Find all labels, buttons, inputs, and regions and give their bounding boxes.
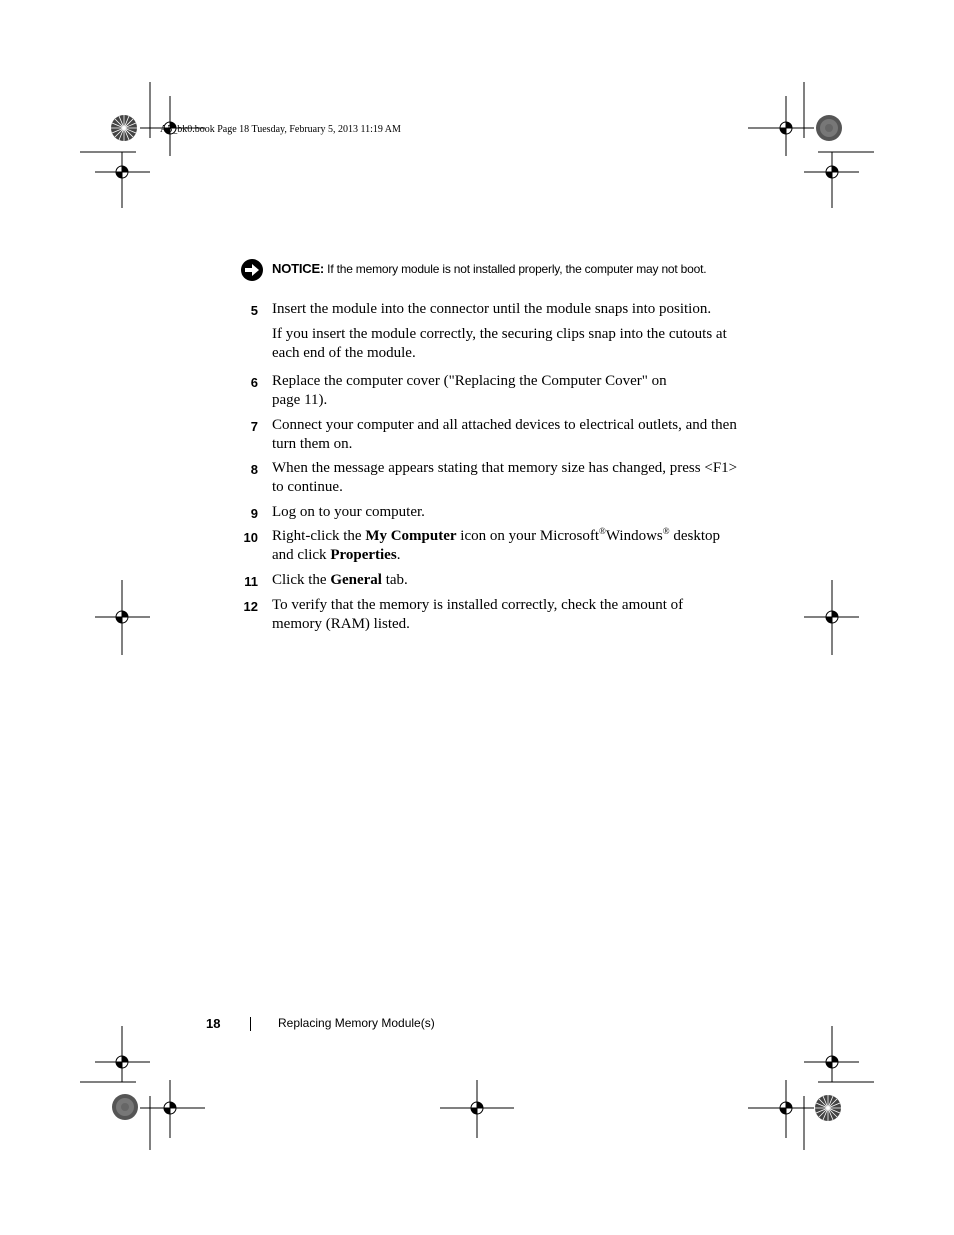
print-slug: A5_bk0.book Page 18 Tuesday, February 5, 2013 11:19 AM: [160, 124, 401, 135]
ui-label-properties: Properties: [330, 547, 397, 563]
step-5-note: If you insert the module correctly, the securing clips snap into the cutouts at each end of the module.: [272, 326, 727, 361]
step-text: Click the General tab.: [272, 572, 408, 588]
ui-label-general: General: [330, 572, 382, 588]
footer-section-title: Replacing Memory Module(s): [278, 1016, 435, 1030]
ui-label-my-computer: My Computer: [365, 528, 457, 544]
step-number: 10: [243, 530, 258, 545]
step-text: Replace the computer cover ("Replacing the Computer Cover" on page 11).: [272, 373, 667, 408]
step-text: Right-click the My Computer icon on your Microsoft®Windows® desktop and click Properties.: [272, 526, 721, 563]
notice-text: [272, 260, 722, 278]
page-number: 18: [206, 1016, 221, 1031]
step-number: 8: [250, 462, 258, 477]
notice-label: NOTICE:: [272, 261, 325, 276]
step-text: When the message appears stating that memory size has changed, press <F1> to continue.: [272, 460, 738, 495]
step-number: 5: [250, 303, 258, 318]
step-number: 6: [250, 375, 258, 390]
step-number: 9: [250, 506, 258, 521]
notice-arrow-icon: [240, 258, 264, 282]
step-text: Insert the module into the connector until the module snaps into position.: [272, 301, 712, 317]
notice-body: If the memory module is not installed properly, the computer may not boot.: [324, 262, 707, 276]
footer-divider: [250, 1017, 251, 1031]
step-number: 12: [243, 599, 258, 614]
step-text: Log on to your computer.: [272, 504, 425, 520]
step-number: 7: [250, 419, 258, 434]
step-text: Connect your computer and all attached devices to electrical outlets, and then turn them on.: [272, 417, 737, 452]
step-text: To verify that the memory is installed correctly, check the amount of memory (RAM) listed.: [272, 597, 684, 632]
step-number: 11: [244, 574, 258, 589]
